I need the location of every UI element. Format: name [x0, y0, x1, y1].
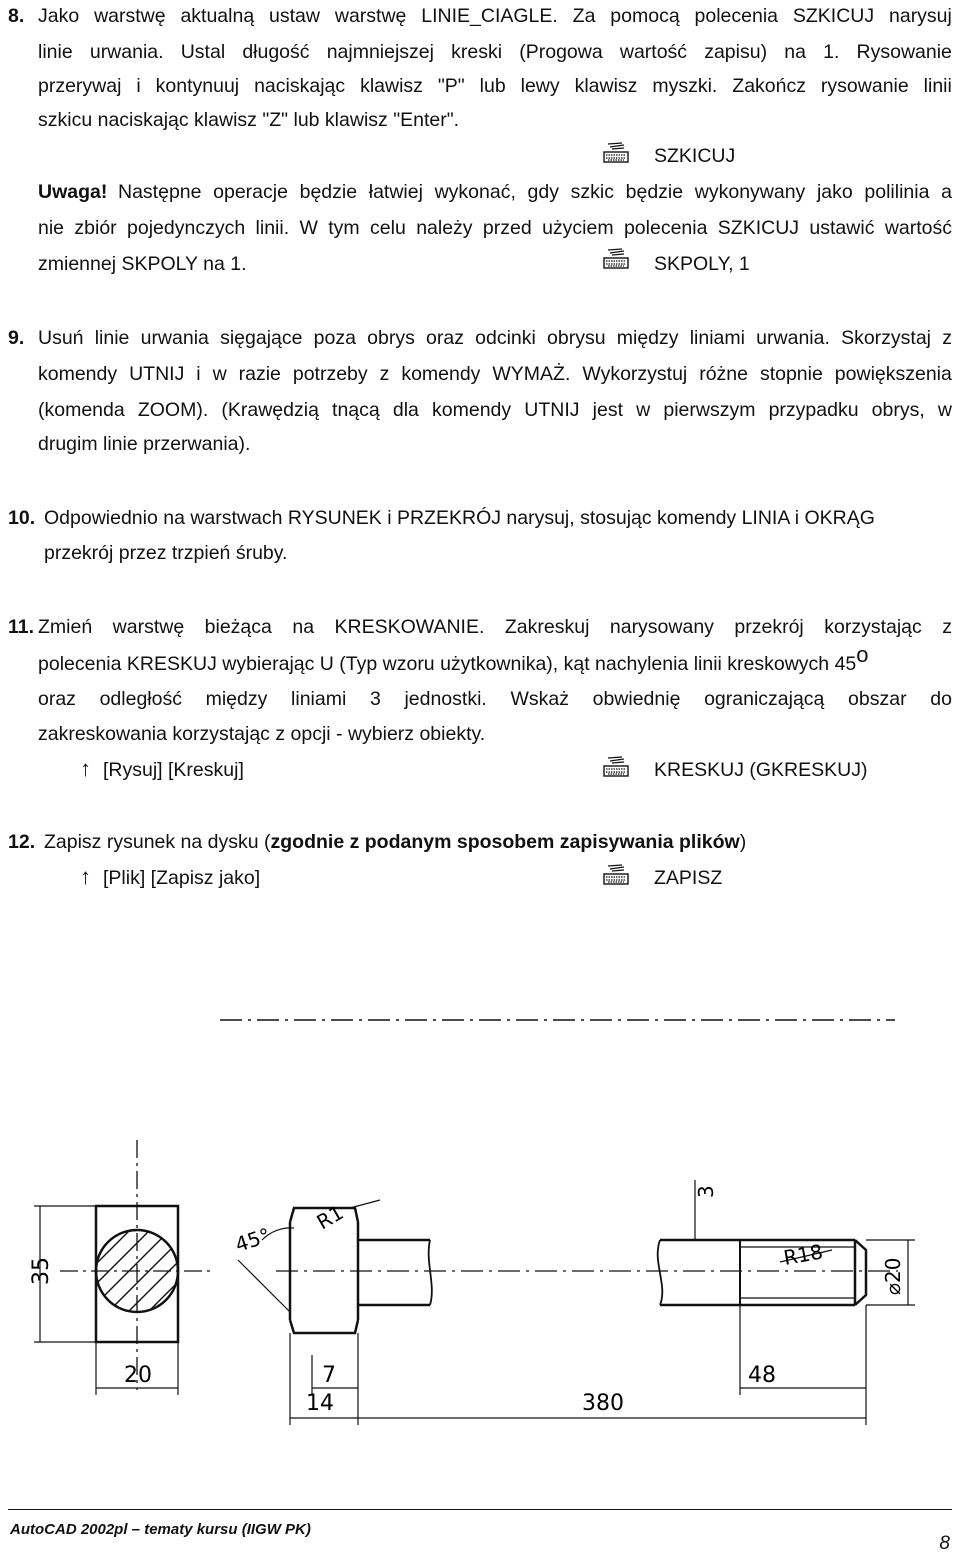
keyboard-icon [602, 142, 630, 164]
word: oraz [426, 327, 464, 349]
word: przekrój [734, 616, 804, 638]
word: linii. [255, 217, 290, 239]
word: (Krawędzią [221, 399, 319, 421]
word: oraz [38, 688, 76, 710]
sec8-command: SZKICUJ [654, 145, 736, 167]
word: UTNIJ [129, 363, 185, 385]
keyboard-icon [602, 248, 630, 270]
word: urwania [140, 327, 209, 349]
skpoly-command: SKPOLY, 1 [654, 253, 750, 275]
dim-7: 7 [322, 1363, 336, 1388]
word: odległość [99, 688, 182, 710]
word: w [212, 363, 227, 385]
word: będzie [299, 181, 358, 203]
word: komendy [38, 363, 118, 385]
word: "P" [437, 75, 465, 97]
word: 1. [823, 41, 840, 63]
page-number: 8 [939, 1533, 950, 1554]
word: W [299, 217, 318, 239]
word: i [136, 75, 141, 97]
word: przed [482, 217, 532, 239]
word: warstwę [334, 5, 407, 27]
word: poza [313, 327, 356, 349]
word: 3 [369, 688, 381, 710]
word: wykonać, [434, 181, 516, 203]
sec12-line1: Zapisz rysunek na dysku (zgodnie z podanym sposobem zapisywania plików) [44, 831, 747, 853]
word: celu [370, 217, 406, 239]
word: kreski [451, 41, 503, 63]
word: operacje [213, 181, 288, 203]
word: w [636, 399, 651, 421]
word: w [937, 399, 952, 421]
dim-r18: R18 [781, 1239, 825, 1270]
sec12-num: 12. [8, 831, 36, 853]
word: obwiednię [592, 688, 681, 710]
word: będzie [625, 181, 684, 203]
word: pierwszym [663, 399, 756, 421]
word: odcinki [475, 327, 536, 349]
word: potrzeby [292, 363, 368, 385]
sec11-line2: polecenia KRESKUJ wybierając U (Typ wzoru użytkownika), kąt nachylenia linii kreskowych 45o [38, 642, 869, 675]
word: ustaw [269, 5, 320, 27]
sec8-line1 [38, 4, 952, 28]
word: przypadku [768, 399, 859, 421]
word: przerywaj [38, 75, 122, 97]
sec11-line3 [38, 687, 952, 711]
sec8-num: 8. [8, 5, 25, 27]
word: jest [592, 399, 624, 421]
word: ustawić [809, 217, 875, 239]
word: linie [94, 327, 130, 349]
word: sięgające [220, 327, 303, 349]
sec10-line2: przekrój przez trzpień śruby. [44, 542, 288, 564]
word: z [942, 327, 952, 349]
word: zapisu) [704, 41, 768, 63]
word: myszki. [652, 75, 718, 97]
word: zbiór [74, 217, 117, 239]
sec9-line1 [38, 326, 952, 350]
word: KRESKOWANIE. [334, 616, 485, 638]
word: linii [923, 75, 952, 97]
word: (komenda [38, 399, 125, 421]
uwaga-line3: zmiennej SKPOLY na 1. [38, 253, 247, 275]
word: Za [572, 5, 596, 27]
word: między [616, 327, 679, 349]
word: i [196, 363, 201, 385]
word: urwania. [756, 327, 830, 349]
word: linie [38, 41, 73, 63]
footer-rule [8, 1509, 952, 1510]
word: lub [479, 75, 506, 97]
word: Rysowanie [856, 41, 952, 63]
dim-45-angle: 45° [232, 1222, 274, 1257]
keyboard-icon [602, 756, 630, 778]
word: do [930, 688, 952, 710]
uwaga-line1 [118, 180, 952, 204]
sec9-num: 9. [8, 327, 25, 349]
word: różne [699, 363, 748, 385]
word: łatwiej [368, 181, 423, 203]
word: długość [242, 41, 310, 63]
uwaga-line2 [38, 216, 952, 240]
word: lewy [520, 75, 560, 97]
footer-title: AutoCAD 2002pl – tematy kursu (IIGW PK) [10, 1521, 311, 1538]
dim-r1: R1 [312, 1200, 348, 1235]
sec9-line2 [38, 362, 952, 386]
word: polecenia [623, 217, 708, 239]
word: a [941, 181, 952, 203]
word: szkic [570, 181, 614, 203]
word: najmniejszej [326, 41, 434, 63]
sec12-menu-path: [Plik] [Zapisz jako] [103, 867, 261, 889]
word: pomocą [610, 5, 680, 27]
dim-48: 48 [748, 1363, 776, 1388]
word: między [205, 688, 268, 710]
uwaga-label: Uwaga! [38, 181, 108, 203]
word: jako [816, 181, 853, 203]
sec8-line4: szkicu naciskając klawisz "Z" lub klawisz "Enter". [38, 109, 460, 131]
menu-arrow-icon: ↑ [80, 864, 91, 889]
word: Ustal [180, 41, 226, 63]
word: narysowany [609, 616, 714, 638]
word: kontynuuj [155, 75, 240, 97]
dim-380: 380 [582, 1391, 624, 1416]
word: Zakreskuj [504, 616, 590, 638]
word: użyciem [542, 217, 614, 239]
word: Wykorzystuj [582, 363, 688, 385]
word: bieżąca [204, 616, 272, 638]
word: obszar [848, 688, 907, 710]
word: Jako [38, 5, 80, 27]
word: na [292, 616, 315, 638]
sec11-command: KRESKUJ (GKRESKUJ) [654, 759, 868, 781]
dim-3: 3 [694, 1185, 718, 1198]
dim-diameter-20: ⌀20 [881, 1257, 905, 1295]
word: urwania. [89, 41, 164, 63]
word: z [942, 616, 952, 638]
sec8-line3 [38, 74, 952, 98]
word: nie [38, 217, 65, 239]
word: powiększenia [834, 363, 952, 385]
word: liniami [689, 327, 745, 349]
word: ZOOM). [137, 399, 209, 421]
word: na [784, 41, 806, 63]
word: komendy [401, 363, 481, 385]
word: wartość [884, 217, 952, 239]
sec12-command: ZAPISZ [654, 867, 723, 889]
word: narysuj [889, 5, 952, 27]
sec9-line3 [38, 398, 952, 422]
word: rysowanie [820, 75, 909, 97]
word: (Progowa [519, 41, 603, 63]
word: wartość [619, 41, 688, 63]
word: razie [238, 363, 281, 385]
word: Wskaż [510, 688, 569, 710]
word: SZKICUJ [717, 217, 800, 239]
word: LINIE_CIAGLE. [421, 5, 558, 27]
dim-35: 35 [29, 1257, 54, 1285]
word: Następne [118, 181, 202, 203]
dim-20: 20 [124, 1363, 152, 1388]
word: z [379, 363, 390, 385]
word: gdy [527, 181, 559, 203]
word: Zmień [38, 616, 93, 638]
word: obrys [367, 327, 415, 349]
word: polecenia [694, 5, 779, 27]
dim-14: 14 [306, 1391, 334, 1416]
word: WYMAŻ. [492, 363, 571, 385]
sec11-line1 [38, 615, 952, 639]
cross-section-view [60, 1140, 250, 1390]
word: klawisz [360, 75, 423, 97]
keyboard-icon [602, 864, 630, 886]
word: aktualną [180, 5, 255, 27]
bolt-drawing [0, 930, 960, 1430]
word: UTNIJ [524, 399, 580, 421]
word: pojedynczych [127, 217, 246, 239]
sec11-line4: zakreskowania korzystając z opcji - wybierz obiekty. [38, 723, 486, 745]
word: warstwę [112, 616, 185, 638]
word: jednostki. [404, 688, 487, 710]
word: stopnie [759, 363, 823, 385]
word: polilinia [864, 181, 930, 203]
word: klawisz [574, 75, 638, 97]
word: tym [328, 217, 360, 239]
word: komendy [432, 399, 512, 421]
sec9-line4: drugim linie przerwania). [38, 433, 251, 455]
word: Zakończ [732, 75, 806, 97]
word: warstwę [94, 5, 166, 27]
word: tnącą [332, 399, 380, 421]
word: wykonywany [694, 181, 806, 203]
sec11-num: 11. [8, 616, 35, 638]
menu-arrow-icon: ↑ [80, 756, 91, 781]
word: naciskając [254, 75, 346, 97]
word: Usuń [38, 327, 84, 349]
word: SZKICUJ [792, 5, 875, 27]
word: obrysu [547, 327, 606, 349]
word: korzystając [824, 616, 922, 638]
word: dla [392, 399, 419, 421]
word: należy [416, 217, 473, 239]
sec10-num: 10. [8, 507, 36, 529]
word: obrys, [871, 399, 925, 421]
sec10-line1: Odpowiednio na warstwach RYSUNEK i PRZEKRÓJ narysuj, stosując komendy LINIA i OKRĄG [44, 507, 875, 529]
word: Skorzystaj [841, 327, 932, 349]
word: liniami [291, 688, 347, 710]
word: ograniczającą [704, 688, 825, 710]
sec8-line2 [38, 40, 952, 64]
sec11-menu-path: [Rysuj] [Kreskuj] [103, 759, 244, 781]
